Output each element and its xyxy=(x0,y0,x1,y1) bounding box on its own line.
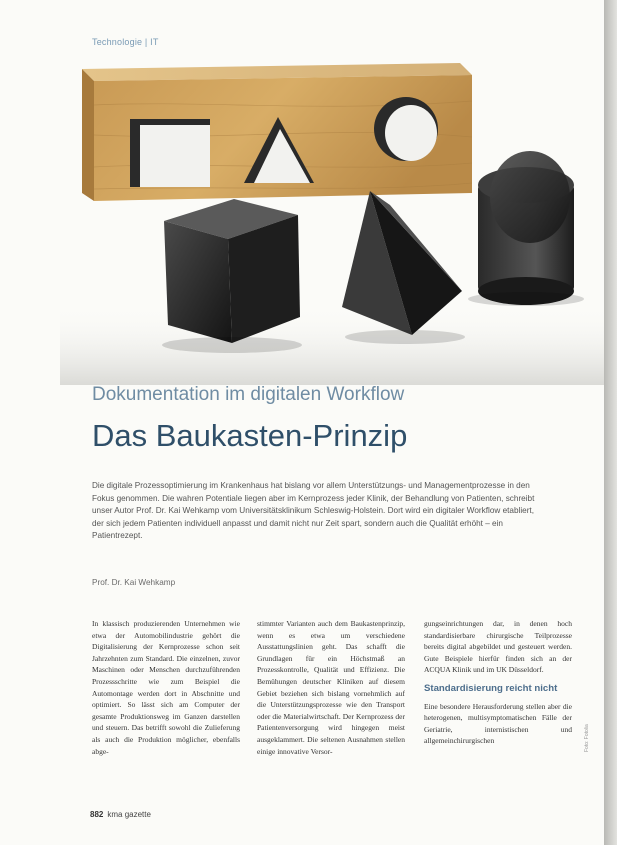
article-intro: Die digitale Prozessoptimierung im Krankenhaus hat bislang vor allem Unterstützungs- und Managementprozesse in den Fokus genommen. Die wahren Potentiale liegen aber im Kernprozess jeder Klinik, der Behandlung von Patienten, schreibt unser Autor Prof. Dr. Kai Wehkamp vom Universitätsklinikum Schleswig-Holstein. Dort wird ein digitaler Workflow etabliert, der sich jedem Patienten individuell anpasst und damit nicht nur Zeit spart, sondern auch die Qualität erhöht – ein Patientrezept. xyxy=(92,481,535,540)
body-paragraph: stimmter Varianten auch dem Baukastenprinzip, wenn es etwa um verschiedene Ausstattungslinien geht. Das schafft die Grundlagen für ein Höchstmaß an Prozesskontrolle, Qualität und Effizienz. Die Bemühungen deutscher Kliniken auf diesem Gebiet beziehen sich bislang vornehmlich auf die Unterstützungsprozesse wie den Transport oder die Materialwirtschaft. Der Kernprozess der Patientenversorgung wird hingegen meist ausgeklammert. Die seltenen Ausnahmen stellen einige innovative Versor- xyxy=(257,619,405,756)
page-number: 882 xyxy=(90,810,104,819)
article-title: Das Baukasten-Prinzip xyxy=(92,418,408,453)
body-paragraph: gungseinrichtungen dar, in denen hoch standardisierbare chirurgische Teilprozesse bereits digital abgebildet und gesteuert werden. Gute Beispiele hierfür finden sich an der ACQUA Klinik und im UK Düsseldorf. xyxy=(424,619,572,675)
section-heading: Standardisierung reicht nicht xyxy=(424,682,558,694)
section-label: Technologie | IT xyxy=(92,37,159,47)
wooden-sorter-block xyxy=(82,63,472,201)
body-column-1 xyxy=(92,618,240,757)
article-author: Prof. Dr. Kai Wehkamp xyxy=(92,578,176,587)
body-column-3 xyxy=(424,618,572,747)
scan-edge xyxy=(604,0,617,845)
body-paragraph: Eine besondere Herausforderung stellen aber die heterogenen, multisymptomatischen Fälle der Geriatrie, internistischen und allgemeinchirurgischen xyxy=(424,701,572,746)
image-credit: Foto: Fotolia xyxy=(584,724,590,752)
cylinder-block xyxy=(468,151,584,306)
hero-image xyxy=(60,55,605,385)
page-footer xyxy=(90,810,151,819)
publication-name: kma gazette xyxy=(107,810,151,819)
body-paragraph: In klassisch produzierenden Unternehmen wie etwa der Automobilindustrie gehört die Digitalisierung der Kernprozesse schon seit Jahrzehnten zum Standard. Die einzelnen, zuvor Maschinen oder Menschen durchzuführenden Prozessschritte wie zum Beispiel die Automontage werden dort in Abschnitte und optimiert. So lässt sich am Computer der gesamte Produktionsweg im Ganzen darstellen und steuern. Das betrifft sowohl die Zulieferung als auch die Produktion möglicher, ebenfalls abge- xyxy=(92,619,240,756)
body-column-2 xyxy=(257,618,405,757)
article-subtitle: Dokumentation im digitalen Workflow xyxy=(92,384,405,405)
